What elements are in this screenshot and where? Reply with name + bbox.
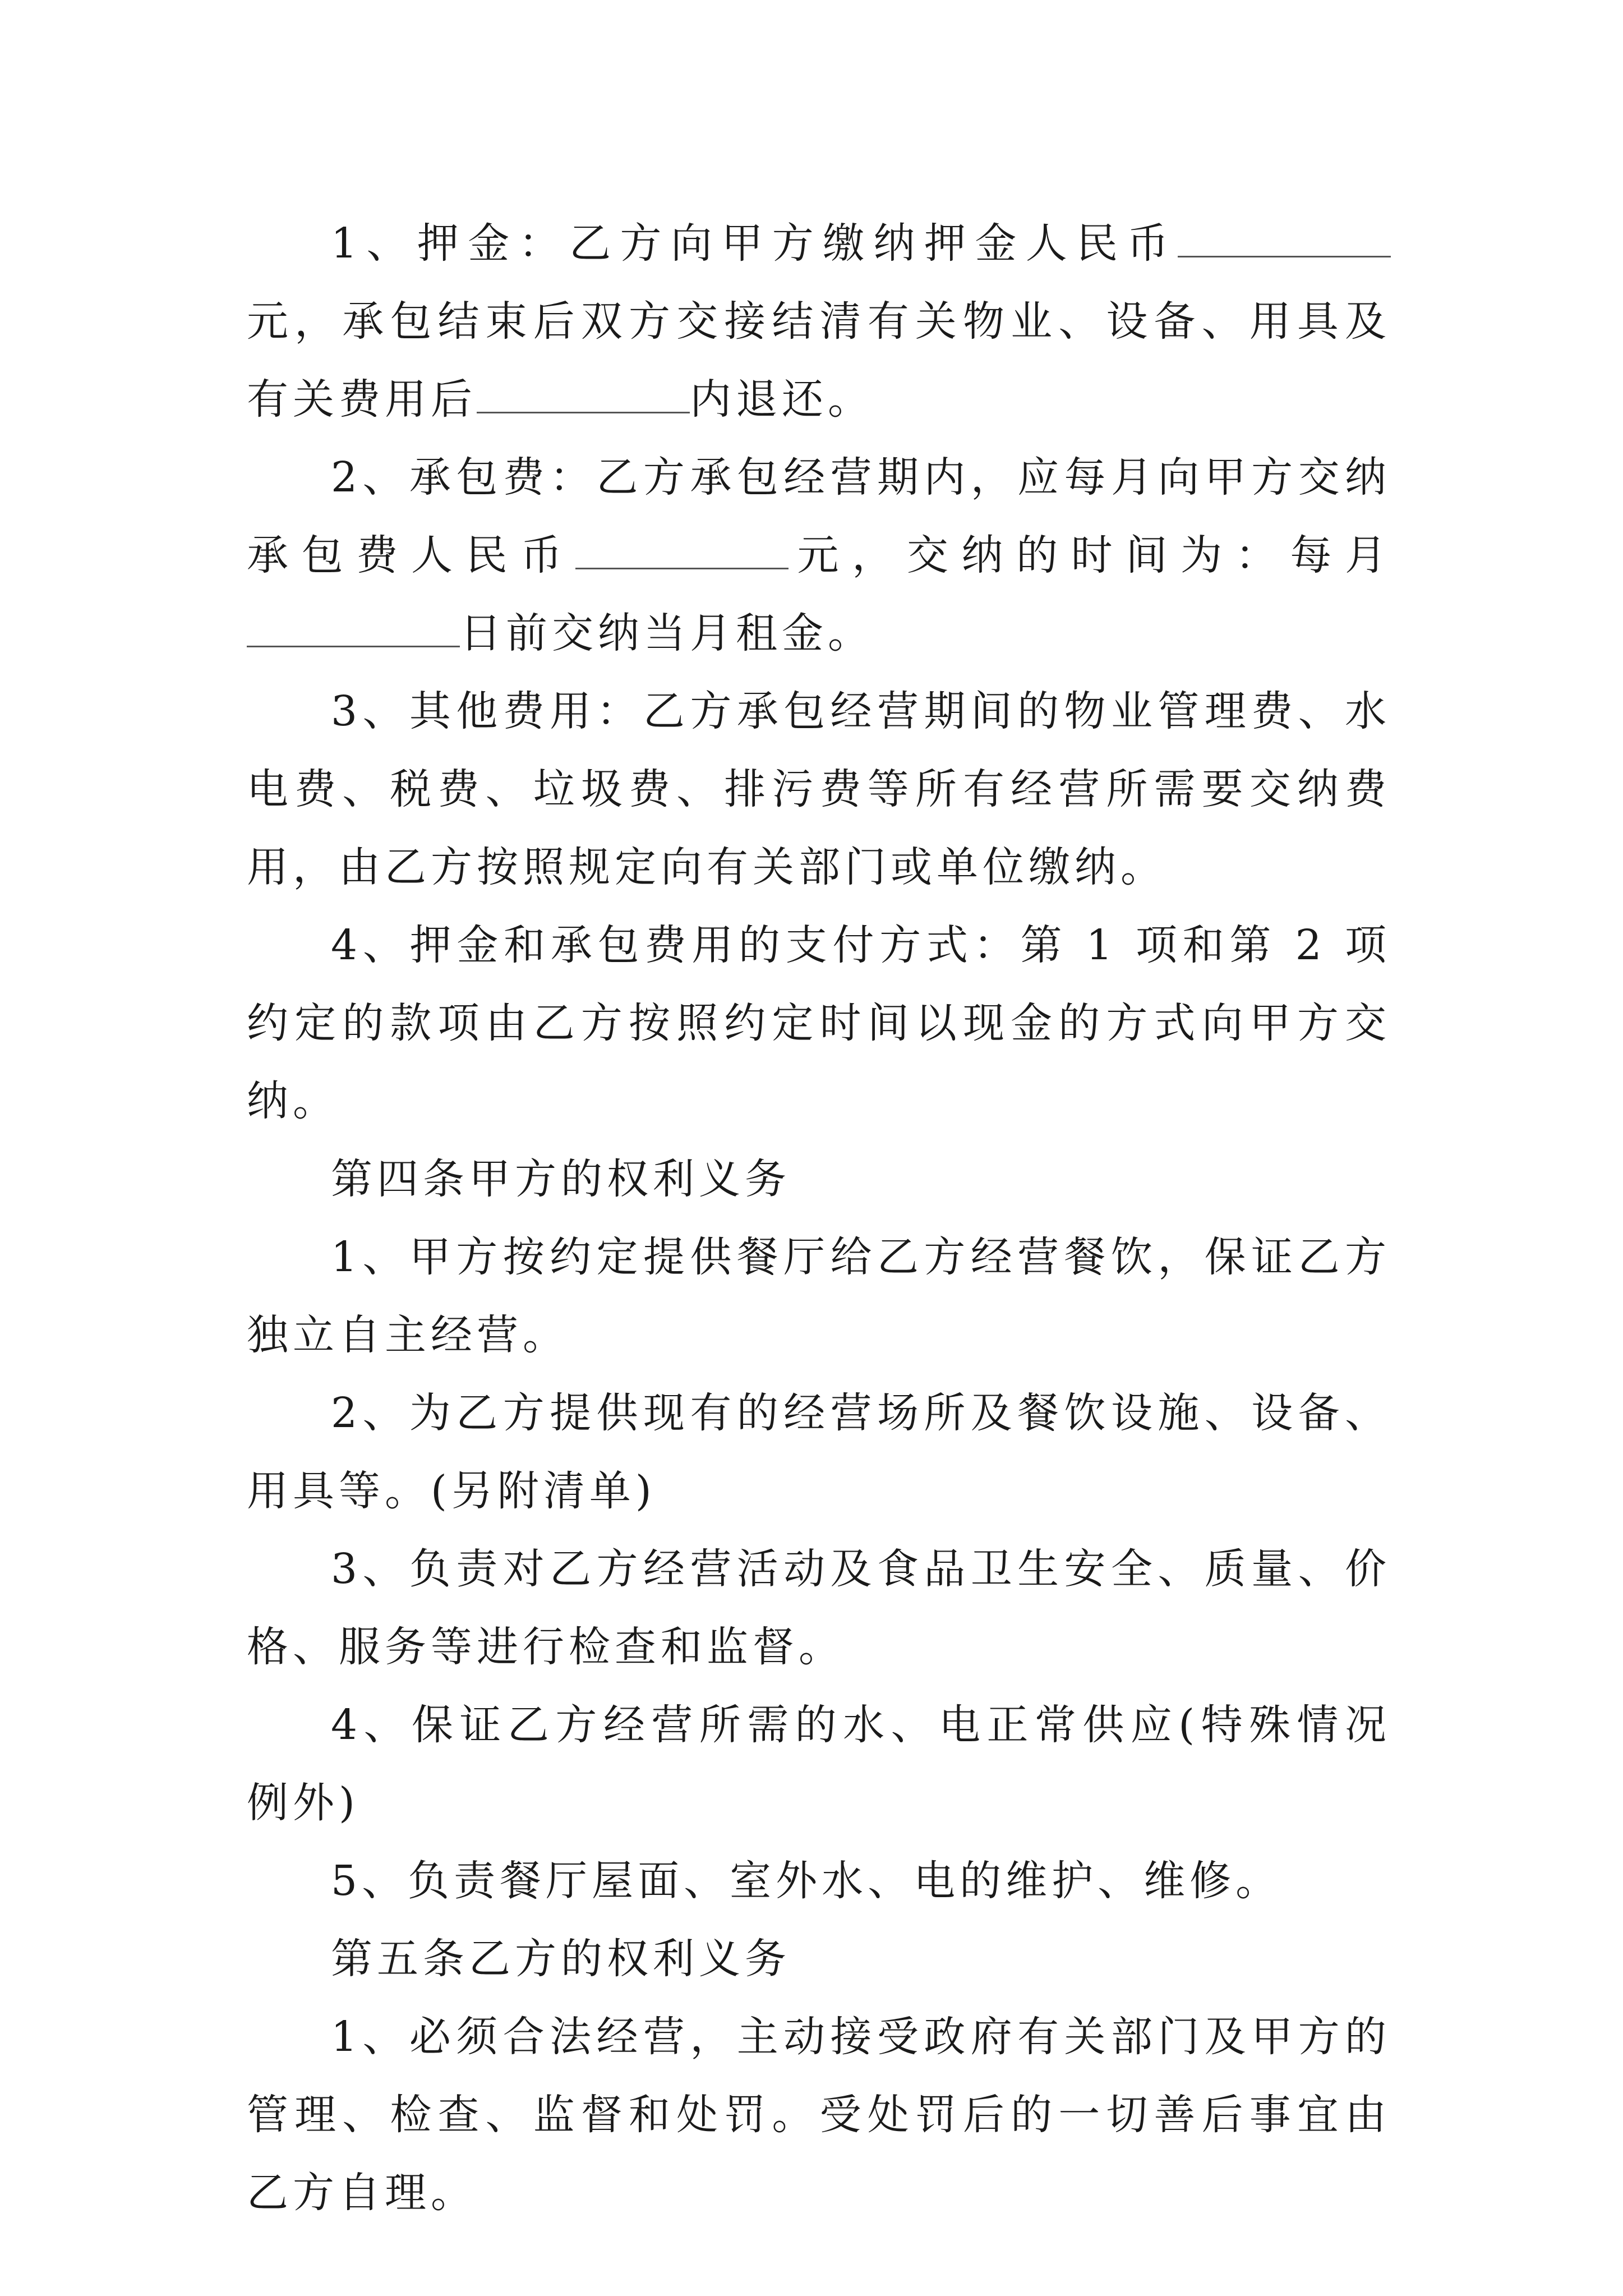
contract-clause [247, 205, 1391, 439]
contract-clause [247, 439, 1391, 673]
clause-text: 第四条甲方的权利义务 [331, 1155, 791, 1203]
section-heading [247, 1140, 1391, 1218]
clause-text: 4、保证乙方经营所需的水、电正常供应(特殊情况例外) [247, 1701, 1391, 1827]
clause-text: 内退还。 [690, 375, 874, 424]
clause-text: 3、其他费用：乙方承包经营期间的物业管理费、水电费、税费、垃圾费、排污费等所有经营所需要交纳费用，由乙方按照规定向有关部门或单位缴纳。 [247, 687, 1391, 891]
contract-clause [247, 1530, 1391, 1686]
clause-text: 3、负责对乙方经营活动及食品卫生安全、质量、价格、服务等进行检查和监督。 [247, 1545, 1391, 1671]
contract-body [247, 205, 1391, 2232]
clause-text: 第五条乙方的权利义务 [331, 1935, 791, 1983]
contract-clause [247, 1218, 1391, 1374]
clause-text: 元，承包结束后双方交接结清有关物业、设备、用具及有关费用后 [247, 297, 1391, 424]
contract-clause [247, 1374, 1391, 1530]
clause-text: 1、押金：乙方向甲方缴纳押金人民币 [331, 219, 1178, 268]
clause-text: 2、承包费：乙方承包经营期内，应每月向甲方交纳承包费人民币 [247, 453, 1391, 579]
contract-clause [247, 1842, 1391, 1920]
contract-clause [247, 907, 1391, 1140]
fill-in-blank [1178, 222, 1391, 257]
clause-text: 日前交纳当月租金。 [460, 609, 874, 657]
clause-text: 1、必须合法经营，主动接受政府有关部门及甲方的管理、检查、监督和处罚。受处罚后的一切善后事宜由乙方自理。 [247, 2013, 1391, 2217]
fill-in-blank [575, 534, 789, 569]
clause-text: 1、甲方按约定提供餐厅给乙方经营餐饮，保证乙方独立自主经营。 [247, 1233, 1391, 1359]
contract-clause [247, 1686, 1391, 1842]
section-heading [247, 1920, 1391, 1998]
contract-clause [247, 1998, 1391, 2232]
clause-text: 5、负责餐厅屋面、室外水、电的维护、维修。 [331, 1857, 1282, 1905]
clause-text: 2、为乙方提供现有的经营场所及餐饮设施、设备、用具等。(另附清单) [247, 1389, 1391, 1515]
fill-in-blank [247, 612, 460, 647]
clause-text: 4、押金和承包费用的支付方式：第 1 项和第 2 项约定的款项由乙方按照约定时间以现金的方式向甲方交纳。 [247, 921, 1391, 1125]
contract-clause [247, 673, 1391, 907]
clause-text: 元，交纳的时间为：每月 [788, 531, 1391, 579]
fill-in-blank [477, 378, 690, 413]
